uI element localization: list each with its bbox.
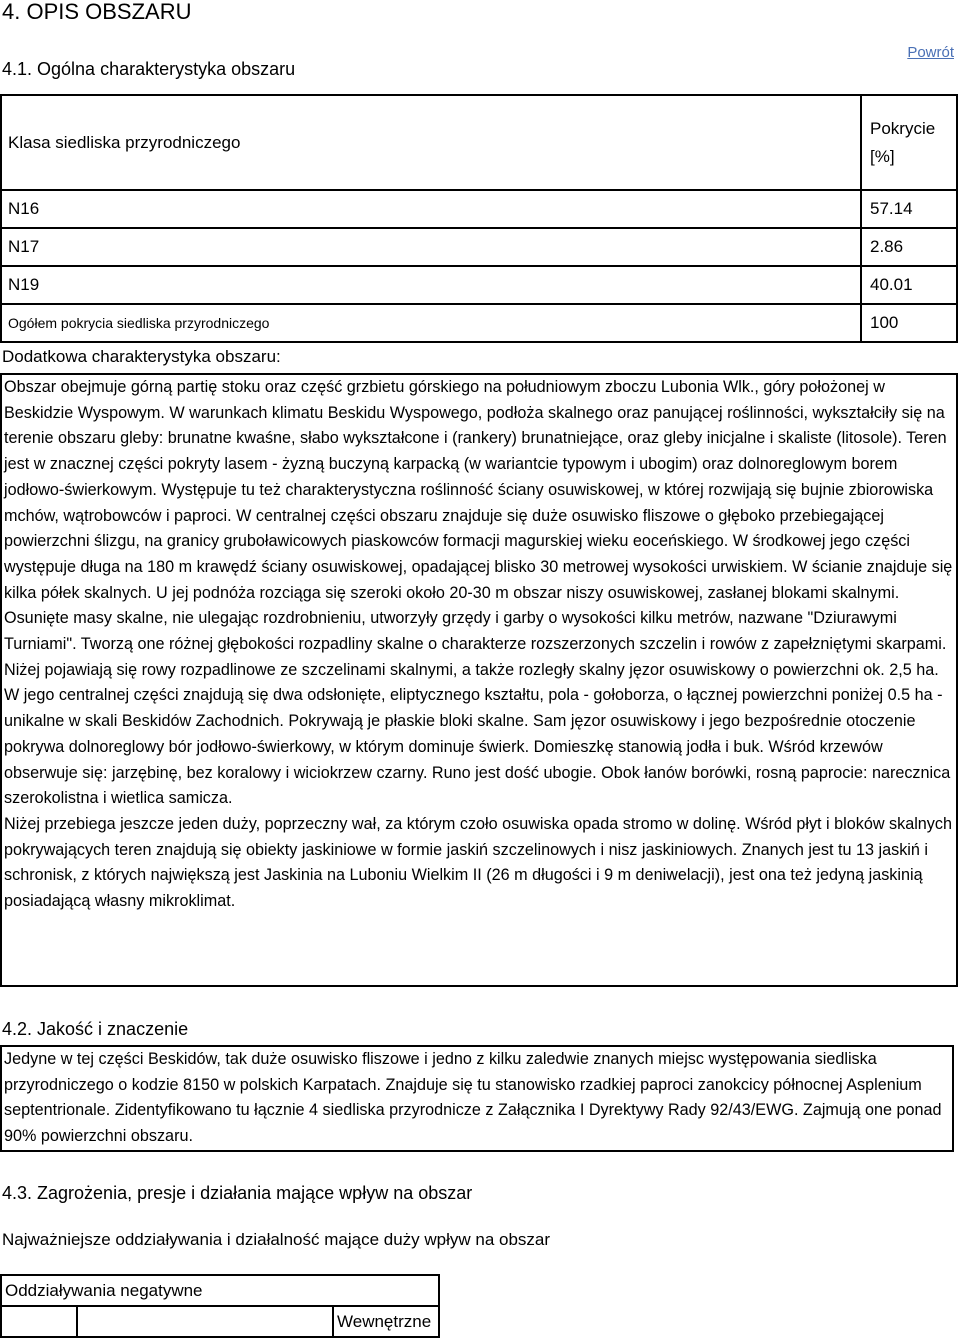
total-label: Ogółem pokrycia siedliska przyrodniczego xyxy=(1,304,861,342)
habitat-class-cell: N17 xyxy=(1,228,861,266)
negative-influences-table xyxy=(0,1274,440,1338)
subsection-title-threats: 4.3. Zagrożenia, presje i działania mające wpływ na obszar xyxy=(2,1183,473,1203)
total-value: 100 xyxy=(861,304,957,342)
description-paragraph: Niżej przebiega jeszcze jeden duży, poprzeczny wał, za którym czoło osuwiska opada stromo w dolinę. Wśród płyt i bloków skalnych pokrywających teren znajdują się obiekty jaskiniowe w formie jaskiń szczelinowych i nisz jaskiniowych. Znanych jest tu 13 jaskiń i schronisk, z których największą jest Jaskinia na Luboniu Wielkim II (26 m długości i 9 m deniwelacji), jest ona też jedyną jaskinią posiadającą własny mikroklimat. xyxy=(4,814,952,911)
header-internal: Wewnętrzne xyxy=(333,1306,439,1337)
table-cell xyxy=(77,1306,333,1337)
header-habitat-class: Klasa siedliska przyrodniczego xyxy=(1,95,861,190)
section-title: 4. OPIS OBSZARU xyxy=(2,0,192,24)
habitat-class-cell: N19 xyxy=(1,266,861,304)
habitat-cover-table xyxy=(0,94,958,343)
additional-characteristics-box xyxy=(0,373,958,987)
table-row xyxy=(1,1306,439,1337)
subsection-title-general: 4.1. Ogólna charakterystyka obszaru xyxy=(2,59,296,79)
quality-box xyxy=(0,1045,954,1152)
table-cell xyxy=(1,1306,77,1337)
table-total-row xyxy=(1,304,957,342)
description-paragraph: Obszar obejmuje górną partię stoku oraz część grzbietu górskiego na południowym zboczu Lubonia Wlk., góry położonej w Beskidzie Wyspowym. W warunkach klimatu Beskidu Wyspowego, podłoża skalnego oraz panującej roślinności, wykształciły się na terenie obszaru gleby: brunatne kwaśne, słabo wykształcone i (rankery) brunatniejące, oraz gleby inicjalne i skaliste (litosole). Teren jest w znacznej części pokryty lasem - żyzną buczyną karpacką (w wariantcie typowym i ubogim) oraz dolnoreglowym borem jodłowo-świerkowym. Występuje tu też charakterystyczna roślinność ściany osuwiskowej, w której rozwijają się bujnie zbiorowiska mchów, wątrobowców i paproci. W centralnej części obszaru znajduje się duże osuwisko fliszowe o głęboko przebiegającej powierzchni ślizgu, na granicy gruboławicowych piaskowców formacji magurskiej wieku eoceńskiego. W środkowej jego części występuje długa na 180 m krawędź ściany osuwiskowej, opadającej blisko 30 metrowej wysokości urwiskiem. W ścianie znajduje się kilka półek skalnych. U jej podnóża rozciąga się szeroki około 20-30 m obszar niszy osuwiskowej, zasłanej blokami skalnymi. Osunięte masy skalne, nie ulegając rozdrobnieniu, utworzyły grzędy i garby o wysokości kilku metrów, nazwane "Dziurawymi Turniami". Tworzą one różnej głębokości rozpadliny skalne o charakterze rozszerzonych szczelin i rowów z zapełzniętymi skarpami. Niżej pojawiają się rowy rozpadlinowe ze szczelinami skalnymi, a także rozległy skalny jęzor osuwiskowy o powierzchni ok. 2,5 ha. W jego centralnej części znajdują się dwa odsłonięte, eliptycznego kształtu, pola - gołoborza, o łącznej powierzchni poniżej 0.5 ha - unikalne w skali Beskidów Zachodnich. Pokrywają je płaskie bloki skalne. Sam jęzor osuwiskowy i jego bezpośrednie otoczenie pokrywa dolnoreglowy bór jodłowo-świerkowy, w którym dominuje świerk. Domieszkę stanowią jodła i buk. Wśród krzewów obserwuje się: jarzębinę, bez koralowy i wiciokrzew czarny. Runo jest dość ubogie. Obok łanów borówki, rosną paprocie: narecznica szerokolistna i wietlica samicza. xyxy=(4,378,953,808)
quality-text: Jedyne w tej części Beskidów, tak duże osuwisko fliszowe i jedno z kilku zaledwie znanych miejsc występowania siedliska przyrodniczego o kodzie 8150 w polskich Karpatach. Znajduje się tu stanowisko rzadkiej paproci zanokcicy północnej Asplenium septentrionale. Zidentyfikowano tu łącznie 4 siedliska przyrodnicze z Załącznika I Dyrektywy Rady 92/43/EWG. Zajmują one ponad 90% powierzchni obszaru. xyxy=(4,1050,942,1146)
back-link[interactable]: Powrót xyxy=(907,44,954,61)
header-negative-influences: Oddziaływania negatywne xyxy=(1,1275,439,1306)
table-row xyxy=(1,228,957,266)
habitat-cover-cell: 57.14 xyxy=(861,190,957,228)
table-row xyxy=(1,266,957,304)
habitat-class-cell: N16 xyxy=(1,190,861,228)
table-header-row xyxy=(1,1275,439,1306)
habitat-cover-cell: 40.01 xyxy=(861,266,957,304)
additional-characteristics-label: Dodatkowa charakterystyka obszaru: xyxy=(2,347,281,366)
table-row xyxy=(1,190,957,228)
subsection-title-quality: 4.2. Jakość i znaczenie xyxy=(2,1019,189,1039)
habitat-cover-cell: 2.86 xyxy=(861,228,957,266)
table-header-row xyxy=(1,95,957,190)
header-cover: Pokrycie [%] xyxy=(861,95,957,190)
threats-intro: Najważniejsze oddziaływania i działalność mające duży wpływ na obszar xyxy=(2,1230,551,1249)
